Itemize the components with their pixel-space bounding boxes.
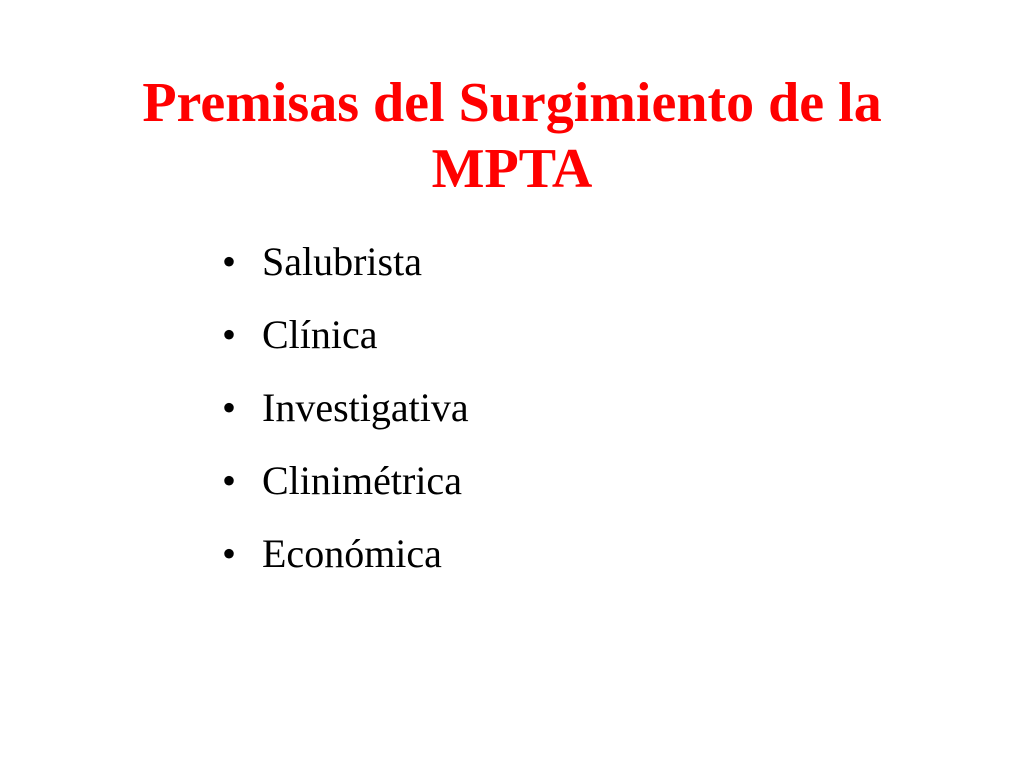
bullet-icon: • — [222, 458, 237, 503]
bullet-label: Clinimétrica — [262, 458, 462, 503]
bullet-list — [222, 234, 469, 599]
bullet-icon: • — [222, 531, 237, 576]
slide-title-line-2: MPTA — [431, 138, 593, 200]
list-item — [222, 234, 469, 307]
bullet-icon: • — [222, 239, 237, 284]
bullet-icon: • — [222, 312, 237, 357]
list-item — [222, 380, 469, 453]
bullet-label: Investigativa — [262, 385, 469, 430]
bullet-label: Salubrista — [262, 239, 422, 284]
list-item — [222, 526, 469, 599]
slide-title-line-1: Premisas del Surgimiento de la — [142, 72, 882, 134]
bullet-label: Económica — [262, 531, 442, 576]
slide-title — [62, 70, 962, 202]
list-item — [222, 453, 469, 526]
list-item — [222, 307, 469, 380]
bullet-label: Clínica — [262, 312, 378, 357]
bullet-icon: • — [222, 385, 237, 430]
